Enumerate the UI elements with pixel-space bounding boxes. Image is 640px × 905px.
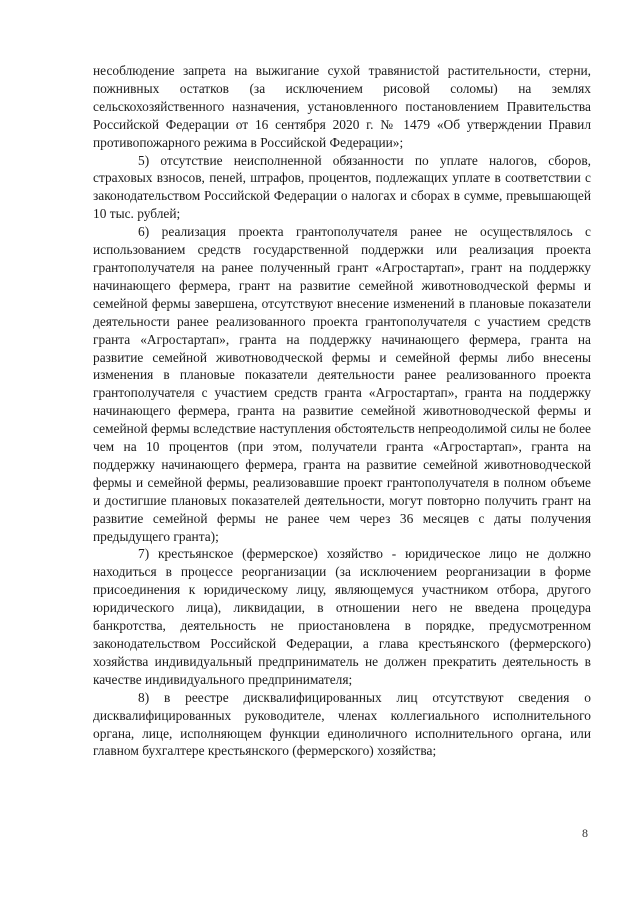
- document-page: [93, 62, 591, 760]
- paragraph-item-8: 8) в реестре дисквалифицированных лиц отсутствуют сведения о дисквалифицированных руководителе, членах коллегиального исполнительного органа, лице, исполняющем функции единоличного исполнительного органа, или главном бухгалтере крестьянского (фермерского) хозяйства;: [93, 689, 591, 759]
- paragraph-item-6: 6) реализация проекта грантополучателя ранее не осуществлялось с использованием средств государственной поддержки или реализация проекта грантополучателя на ранее полученный грант «Агростартап», грант на поддержку начинающего фермера, грант на развитие семейной животноводческой фермы и семейной фермы завершена, отсутствуют внесение изменений в плановые показатели деятельности ранее реализованного проекта грантополучателя с участием средств гранта «Агростартап», гранта на поддержку начинающего фермера, гранта на развитие семейной животноводческой фермы и семейной фермы либо внесены изменения в плановые показатели деятельности ранее реализованного проекта грантополучателя с участием средств гранта «Агростартап», гранта на поддержку начинающего фермера, гранта на развитие семейной животноводческой фермы и семейной фермы вследствие наступления обстоятельств непреодолимой силы не более чем на 10 процентов (при этом, получатели гранта «Агростартап», гранта на поддержку начинающего фермера, гранта на развитие семейной животноводческой фермы и семейной фермы, реализовавшие проект грантополучателя в полном объеме и достигшие плановых показателей деятельности, могут повторно получить грант на развитие семейной фермы не ранее чем через 36 месяцев с даты получения предыдущего гранта);: [93, 224, 591, 544]
- paragraph-item-7: 7) крестьянское (фермерское) хозяйство - юридическое лицо не должно находиться в процессе реорганизации (за исключением реорганизации в форме присоединения к юридическому лицу, являющемуся участником отбора, другого юридического лица), ликвидации, в отношении него не введена процедура банкротства, деятельность не приостановлена в порядке, предусмотренном законодательством Российской Федерации, а глава крестьянского (фермерского) хозяйства индивидуальный предприниматель не должен прекратить деятельность в качестве индивидуального предпринимателя;: [93, 546, 591, 687]
- paragraph-continuation: несоблюдение запрета на выжигание сухой травянистой растительности, стерни, пожнивных остатков (за исключением рисовой соломы) на землях сельскохозяйственного назначения, установленного постановлением Правительства Российской Федерации от 16 сентября 2020 г. № 1479 «Об утверждении Правил противопожарного режима в Российской Федерации»;: [93, 63, 591, 150]
- page-number: 8: [582, 826, 588, 840]
- paragraph-item-5: 5) отсутствие неисполненной обязанности по уплате налогов, сборов, страховых взносов, пеней, штрафов, процентов, подлежащих уплате в соответствии с законодательством Российской Федерации о налогах и сборах в сумме, превышающей 10 тыс. рублей;: [93, 152, 591, 222]
